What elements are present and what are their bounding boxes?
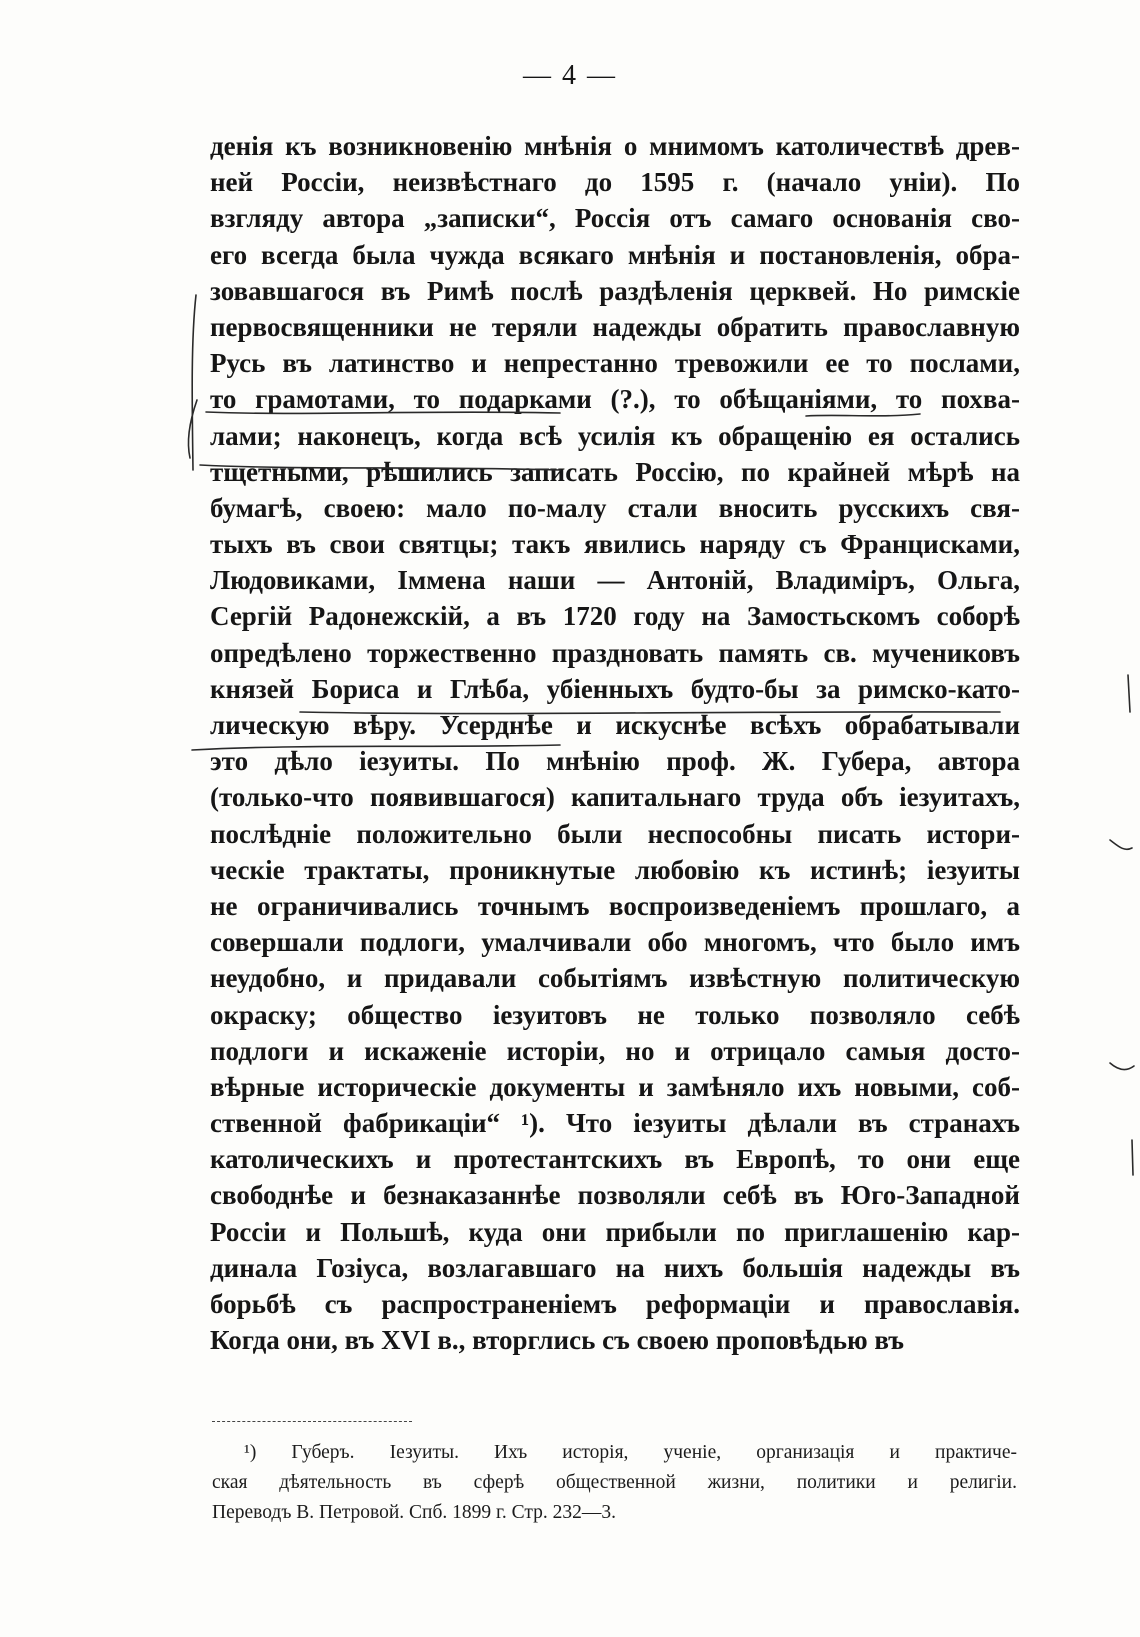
text-line: не ограничивались точнымъ воспроизведеніемъ прошлаго, а [210,890,1020,921]
footnote-line: ¹) Губеръ. Іезуиты. Ихъ исторія, ученіе, организація и практиче- [244,1442,1017,1463]
text-line: князей Бориса и Глѣба, убіенныхъ будто-бы за римско-като- [210,673,1020,704]
text-line: ческіе трактаты, проникнутые любовію къ истинѣ; іезуиты [210,854,1020,885]
text-line: лами; наконецъ, когда всѣ усилія къ обращенію ея остались [210,420,1020,451]
text-line: Людовиками, Іммена наши — Антоній, Владиміръ, Ольга, [210,565,1020,596]
text-line: (только-что появившагося) капитальнаго труда объ іезуитахъ, [210,782,1020,813]
footnote-line: Переводъ В. Петровой. Спб. 1899 г. Стр. 232—3. [212,1502,616,1523]
text-line: бумагѣ, своею: мало по-малу стали вносить русскихъ свя- [210,492,1020,523]
text-line: совершали подлоги, умалчивали обо многомъ, что было имъ [210,927,1020,958]
text-line: борьбѣ съ распространеніемъ реформаціи и православія. [210,1289,1020,1319]
margin-tick-mark [1128,675,1130,712]
text-line: послѣдніе положительно были неспособны писать истори- [210,818,1020,849]
text-line: католическихъ и протестантскихъ въ Европѣ, то они еще [210,1144,1020,1175]
text-line: зовавшагося въ Римѣ послѣ раздѣленія церквей. Но римскіе [210,275,1020,306]
margin-tick-mark [1132,1140,1133,1175]
margin-hook-mark [188,400,197,458]
text-line: то грамотами, то подарками (?.), то обѣщаніями, то похва- [210,384,1020,415]
text-line: тыхъ въ свои святцы; такъ явились наряду съ Францисками, [210,529,1020,560]
text-line: взгляду автора „записки“, Россія отъ самаго основанія сво- [210,203,1020,234]
text-line: денія къ возникновенію мнѣнія о мнимомъ католичествѣ древ- [210,131,1020,161]
text-line: свободнѣе и безнаказаннѣе позволяли себѣ въ Юго-Западной [210,1180,1020,1211]
footnote-divider [212,1421,412,1422]
text-line: опредѣлено торжественно праздновать память св. мучениковъ [210,637,1020,668]
text-line: Сергій Радонежскій, а въ 1720 году на Замостьскомъ соборѣ [210,601,1020,632]
text-line: Россіи и Польшѣ, куда они прибыли по приглашенію кар- [210,1216,1020,1247]
text-line: первосвященники не теряли надежды обратить православную [210,311,1020,342]
text-line: это дѣло іезуиты. По мнѣнію проф. Ж. Губера, автора [210,746,1020,777]
text-line: подлоги и искаженіе исторіи, но и отрицало самыя досто- [210,1035,1020,1066]
margin-tick-mark [1110,1063,1134,1070]
text-line: динала Гозіуса, возлагавшаго на нихъ большія надежды въ [210,1252,1020,1283]
text-line: тщетными, рѣшились записать Россію, по крайней мѣрѣ на [210,456,1020,487]
margin-bracket-mark [192,295,196,470]
text-line: неудобно, и придавали событіямъ извѣстную политическую [210,963,1020,994]
text-line: вѣрные историческіе документы и замѣняло ихъ новыми, соб- [210,1071,1020,1102]
text-line: окраску; общество іезуитовъ не только позволяло себѣ [210,999,1020,1030]
text-line: Когда они, въ XVI в., вторглись съ своею проповѣдью въ [210,1325,905,1356]
footnotes [212,1438,1017,1528]
text-line: его всегда была чужда всякаго мнѣнія и постановленія, обра- [210,239,1020,270]
footnote-line: ская дѣятельность въ сферѣ общественной жизни, политики и религіи. [212,1472,1017,1493]
text-line: ней Россіи, неизвѣстнаго до 1595 г. (начало уніи). По [210,167,1020,198]
text-line: Русь въ латинство и непрестанно тревожили ее то послами, [210,348,1020,379]
text-line: лическую вѣру. Усерднѣе и искуснѣе всѣхъ обрабатывали [210,710,1020,740]
page-number: — 4 — [523,60,617,91]
body-text [210,128,1020,1358]
margin-tick-mark [1110,840,1132,849]
text-line: ственной фабрикаціи“ ¹). Что іезуиты дѣлали въ странахъ [210,1108,1020,1139]
